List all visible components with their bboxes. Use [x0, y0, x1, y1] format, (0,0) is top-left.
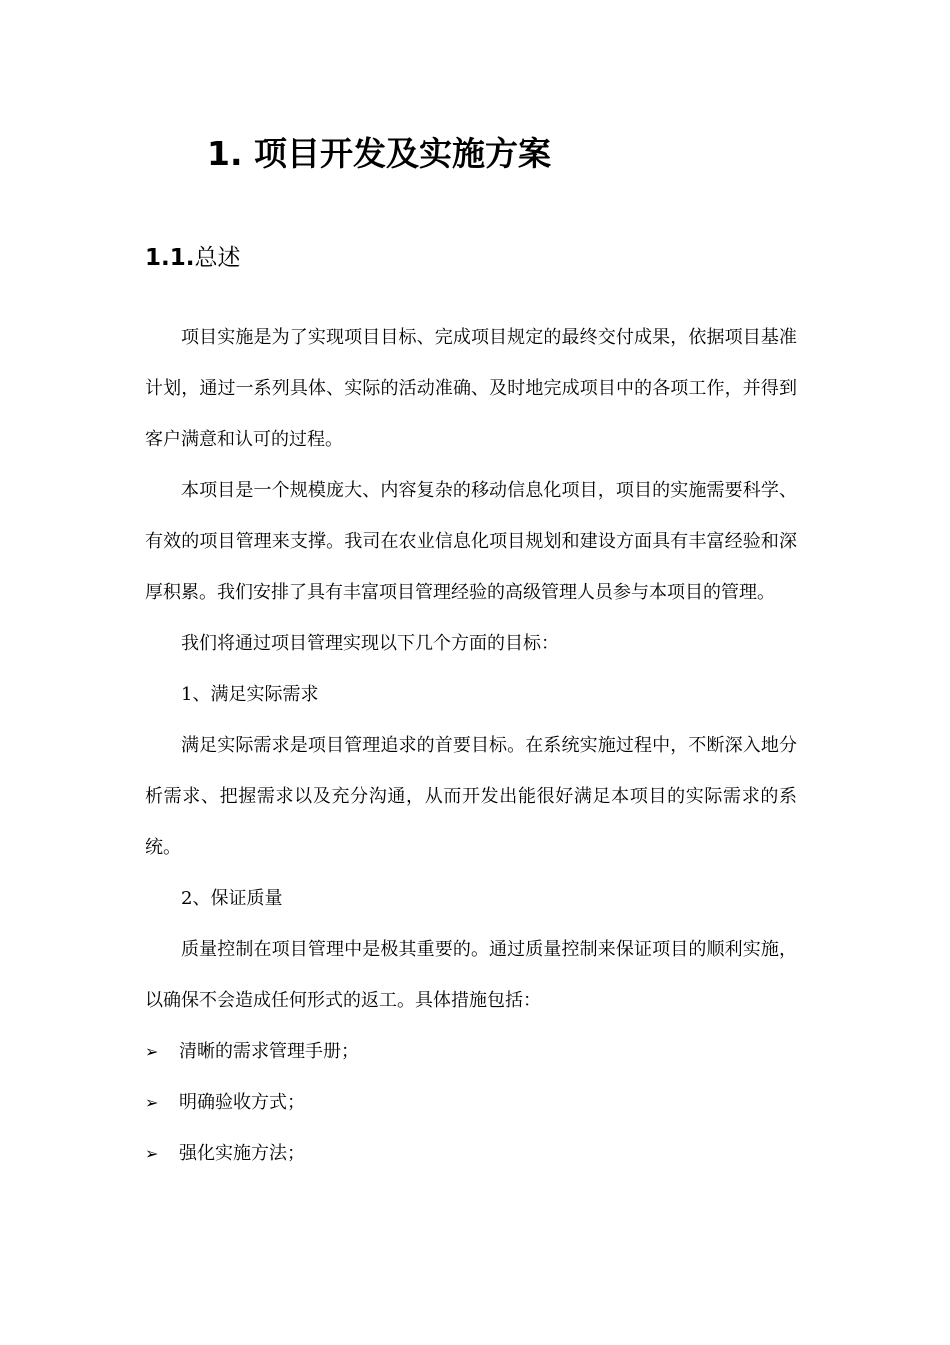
list-heading: 1、满足实际需求	[181, 684, 319, 705]
arrow-bullet-icon: ➢	[145, 1144, 159, 1163]
bullet-item	[145, 1077, 797, 1128]
paragraph: 质量控制在项目管理中是极其重要的。通过质量控制来保证项目的顺利实施，以确保不会造成任何形式的返工。具体措施包括：	[145, 939, 797, 1011]
arrow-bullet-icon: ➢	[145, 1093, 159, 1112]
subsection-number: 1.1.	[145, 245, 195, 271]
section-heading: 1. 项目开发及实施方案	[207, 134, 551, 173]
paragraph: 项目实施是为了实现项目目标、完成项目规定的最终交付成果，依据项目基准计划，通过一系列具体、实际的活动准确、及时地完成项目中的各项工作，并得到客户满意和认可的过程。	[145, 327, 797, 450]
bullet-text: 清晰的需求管理手册；	[179, 1041, 359, 1062]
bullet-text: 明确验收方式；	[179, 1092, 305, 1113]
bullet-item	[145, 1026, 797, 1077]
bullet-text: 强化实施方法；	[179, 1143, 305, 1164]
arrow-bullet-icon: ➢	[145, 1042, 159, 1061]
body-text	[145, 312, 797, 1179]
paragraph: 满足实际需求是项目管理追求的首要目标。在系统实施过程中，不断深入地分析需求、把握需求以及充分沟通，从而开发出能很好满足本项目的实际需求的系统。	[145, 735, 797, 858]
bullet-item	[145, 1128, 797, 1179]
subsection-title: 总述	[194, 245, 241, 271]
subsection-heading	[145, 238, 240, 278]
paragraph: 我们将通过项目管理实现以下几个方面的目标：	[181, 633, 559, 654]
paragraph: 本项目是一个规模庞大、内容复杂的移动信息化项目，项目的实施需要科学、有效的项目管理来支撑。我司在农业信息化项目规划和建设方面具有丰富经验和深厚积累。我们安排了具有丰富项目管理经验的高级管理人员参与本项目的管理。	[145, 480, 797, 603]
list-heading: 2、保证质量	[181, 888, 283, 909]
